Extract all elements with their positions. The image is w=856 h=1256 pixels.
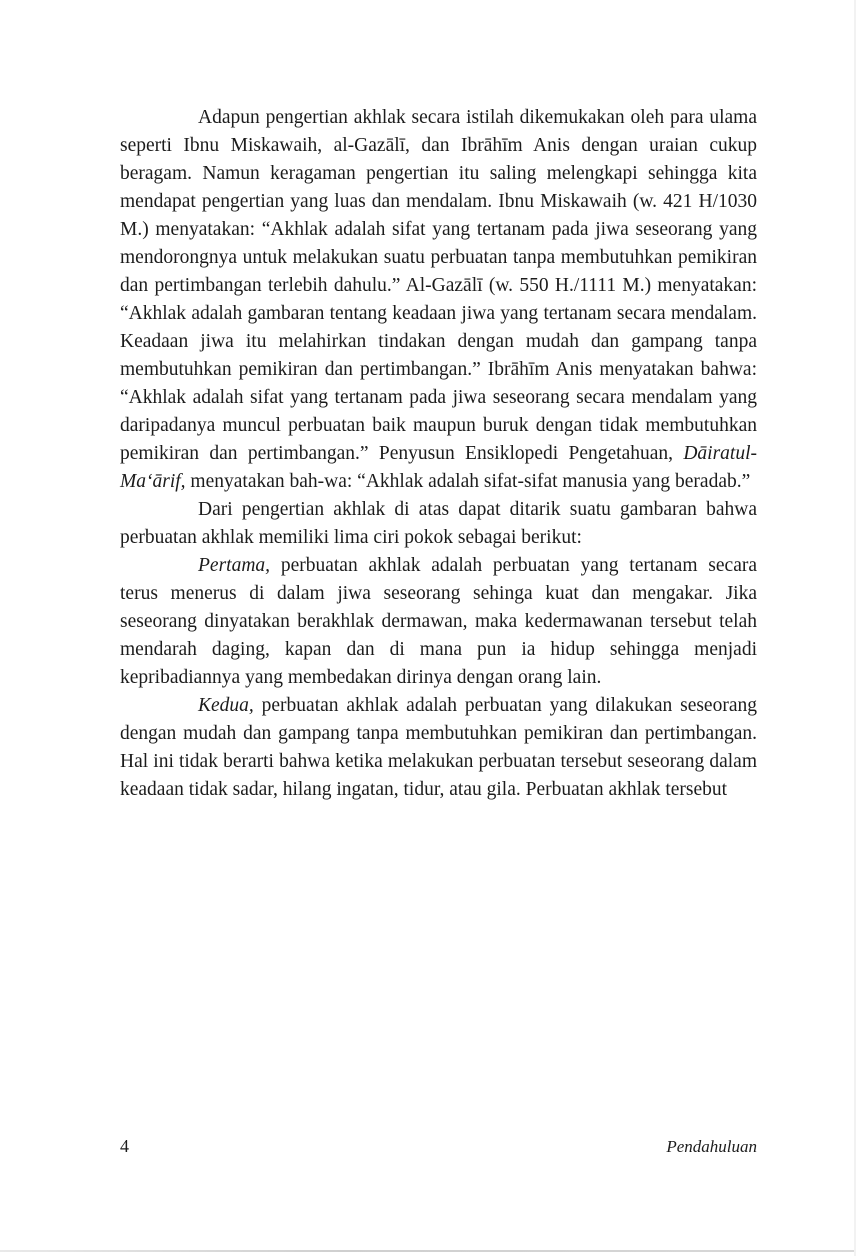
page-footer [120, 1136, 757, 1157]
paragraph-definitions-text-cont: menyatakan bah-wa: “Akhlak adalah sifat-sifat manusia yang beradab.” [185, 471, 751, 492]
page-number: 4 [120, 1136, 129, 1156]
paragraph-first-trait-text: perbuatan akhlak adalah perbuatan yang tertanam secara terus menerus di dalam jiwa seseorang sehinga kuat dan mengakar. Jika seseorang dinyatakan berakhlak dermawan, maka kedermawanan tersebut telah mendarah daging, kapan dan di mana pun ia hidup sehingga menjadi kepribadiannya yang membedakan dirinya dengan orang lain. [120, 555, 757, 688]
chapter-title: Pendahuluan [666, 1137, 757, 1156]
body-text [120, 104, 757, 804]
paragraph-definitions [120, 104, 757, 496]
paragraph-definitions-text: Adapun pengertian akhlak secara istilah dikemukakan oleh para ulama seperti Ibnu Miskawaih, al-Gazālī, dan Ibrāhīm Anis dengan uraian cukup beragam. Namun keragaman pengertian itu saling melengkapi sehingga kita mendapat pengertian yang luas dan mendalam. Ibnu Miskawaih (w. 421 H/1030 M.) menyatakan: “Akhlak adalah sifat yang tertanam pada jiwa seseorang yang mendorongnya untuk melakukan suatu perbuatan tanpa membutuhkan pemikiran dan pertimbangan terlebih dahulu.” Al-Gazālī (w. 550 H./1111 M.) menyatakan: “Akhlak adalah gambaran tentang keadaan jiwa yang tertanam secara mendalam. Keadaan jiwa itu melahirkan tindakan dengan mudah dan gampang tanpa membutuhkan pemikiran dan pertimbangan.” Ibrāhīm Anis menyatakan bahwa: “Akhlak adalah sifat yang tertanam pada jiwa seseorang secara mendalam yang daripadanya muncul perbuatan baik maupun buruk dengan tidak membutuhkan pemikiran dan pertimbangan.” Penyusun Ensiklopedi Pengetahuan, [120, 107, 757, 464]
paragraph-second-trait-text: perbuatan akhlak adalah perbuatan yang dilakukan seseorang dengan mudah dan gampang tanpa membutuhkan pemikiran dan pertimbangan. Hal ini tidak berarti bahwa ketika melakukan perbuatan tersebut seseorang dalam keadaan tidak sadar, hilang ingatan, tidur, atau gila. Perbuatan akhlak tersebut [120, 695, 757, 800]
encyclopedia-title-italic: Dāiratul-Ma‘ārif, [120, 443, 757, 492]
paragraph-second-trait [120, 692, 757, 804]
paragraph-first-trait-lead: Pertama, [198, 555, 271, 576]
scan-edge-bottom [0, 1250, 856, 1252]
paragraph-second-trait-lead: Kedua, [198, 695, 254, 716]
paragraph-intro-list: Dari pengertian akhlak di atas dapat ditarik suatu gambaran bahwa perbuatan akhlak memiliki lima ciri pokok sebagai berikut: [120, 499, 757, 548]
paragraph-first-trait [120, 552, 757, 692]
